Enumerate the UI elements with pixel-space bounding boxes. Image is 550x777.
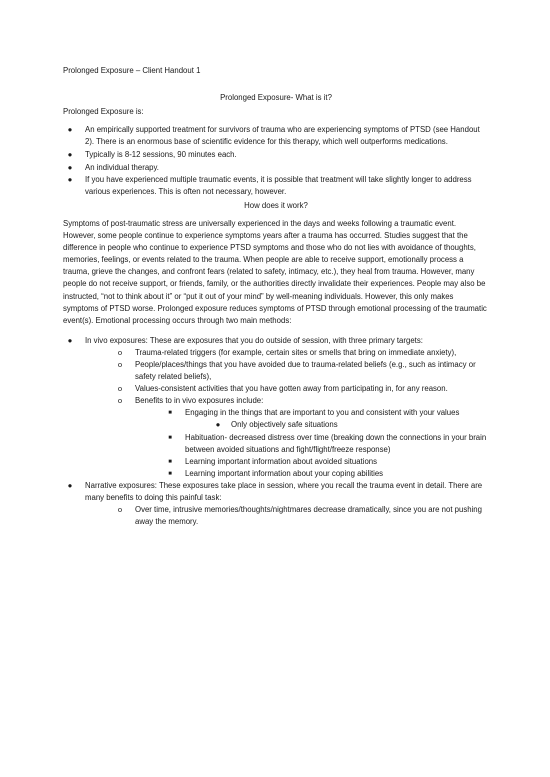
- bullet-marker: ●: [67, 125, 73, 135]
- list-item-text: Engaging in the things that are important to you and consistent with your values: [185, 408, 460, 418]
- bullet-marker: ●: [67, 174, 73, 184]
- list-item-text: Only objectively safe situations: [231, 420, 338, 430]
- narrative-benefits-list: [85, 504, 489, 528]
- square-marker: ■: [168, 458, 172, 465]
- square-marker: ■: [168, 410, 172, 417]
- bullet-marker: ●: [67, 150, 73, 160]
- intro-text: Prolonged Exposure is:: [63, 107, 144, 117]
- what-is-it-list: [63, 124, 489, 198]
- list-item-text: An empirically supported treatment for survivors of trauma who are experiencing symptoms of PTSD (see Handout 2). There is an enormous base of scientific evidence for this therapy, which well outperforms medications.: [85, 125, 480, 147]
- list-item-text: If you have experienced multiple traumatic events, it is possible that treatment will take slightly longer to address various experiences. This is often not necessary, however.: [85, 174, 472, 196]
- circle-marker: o: [117, 347, 123, 357]
- list-item: [63, 162, 489, 174]
- list-item-text: Learning important information about avoided situations: [185, 456, 378, 466]
- how-it-works-paragraph: Symptoms of post-traumatic stress are universally experienced in the days and weeks following a traumatic event. However, some people continue to experience symptoms years after a trauma has occurred. Studies suggest that the difference in people who continue to experience PTSD symptoms and those who do not lies with avoidance of thoughts, memories, feelings, or events related to the trauma. When people are able to receive support, emotionally process a trauma, grieve the changes, and confront fears (related to safety, intimacy, etc.), they heal from trauma. However, many people do not receive support, or friends, family, or the authorities directly invalidate their experiences. People may also be instructed, “not to think about it” or “put it out of your mind” by well-meaning individuals. However, this only makes symptoms of PTSD worse. Prolonged exposure reduces symptoms of PTSD through emotional processing of the traumatic event(s). Emotional processing occurs through two main methods:: [63, 218, 487, 325]
- sub-benefit-list: [185, 419, 489, 431]
- circle-marker: o: [117, 359, 123, 369]
- section-heading-what-is-it: Prolonged Exposure- What is it?: [220, 93, 332, 103]
- bullet-marker: ●: [215, 420, 221, 430]
- list-item-text: An individual therapy.: [85, 162, 159, 172]
- square-marker: ■: [168, 434, 172, 441]
- list-item-in-vivo: [63, 335, 489, 480]
- list-item: [63, 124, 489, 148]
- list-item-text: Learning important information about your coping abilities: [185, 468, 384, 478]
- list-item: [113, 395, 489, 480]
- document-title: Prolonged Exposure – Client Handout 1: [63, 66, 201, 75]
- square-marker: ■: [168, 470, 172, 477]
- list-item-text: Narrative exposures: These exposures take place in session, where you recall the trauma event in detail. There are many benefits to doing this painful task:: [85, 480, 483, 502]
- list-item-text: Trauma-related triggers (for example, certain sites or smells that bring on immediate anxiety),: [135, 347, 457, 357]
- list-item: [163, 432, 489, 456]
- in-vivo-targets-list: [85, 347, 489, 480]
- list-item: [113, 504, 489, 528]
- list-item: [163, 468, 489, 480]
- list-item: [63, 149, 489, 161]
- list-item-text: Values-consistent activities that you have gotten away from participating in, for any reason.: [135, 384, 448, 394]
- bullet-marker: ●: [67, 335, 73, 345]
- in-vivo-benefits-list: [135, 407, 489, 480]
- circle-marker: o: [117, 384, 123, 394]
- section-heading-how-it-works: How does it work?: [244, 200, 308, 210]
- methods-list: [63, 335, 489, 529]
- list-item: [163, 456, 489, 468]
- list-item-text: Over time, intrusive memories/thoughts/nightmares decrease dramatically, since you are not pushing away the memory.: [135, 505, 482, 527]
- list-item-text: People/places/things that you have avoided due to trauma-related beliefs (e.g., such as intimacy or safety related beliefs),: [135, 359, 476, 382]
- list-item-text: Benefits to in vivo exposures include:: [135, 396, 264, 406]
- list-item-narrative: [63, 480, 489, 528]
- list-item: [113, 347, 489, 359]
- list-item: [113, 359, 489, 383]
- bullet-marker: ●: [67, 480, 73, 490]
- document-body: [63, 65, 489, 528]
- circle-marker: o: [117, 505, 123, 515]
- list-item-text: Typically is 8-12 sessions, 90 minutes each.: [85, 150, 237, 160]
- circle-marker: o: [117, 396, 123, 406]
- list-item: [113, 383, 489, 395]
- list-item-text: In vivo exposures: These are exposures that you do outside of session, with three primary targets:: [85, 335, 423, 345]
- list-item: [163, 407, 489, 431]
- list-item: [63, 174, 489, 198]
- list-item: [211, 419, 489, 431]
- bullet-marker: ●: [67, 162, 73, 172]
- list-item-text: Habituation- decreased distress over time (breaking down the connections in your brain between avoided situations and fight/flight/freeze response): [185, 432, 487, 454]
